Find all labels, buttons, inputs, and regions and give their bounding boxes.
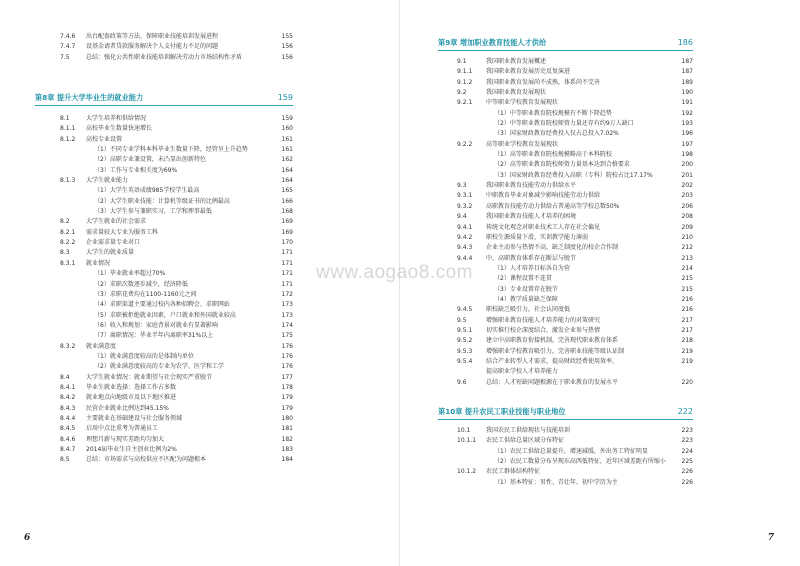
toc-entry-title: 结合产业转型人才需求，提高财政经费使用效率， bbox=[486, 357, 619, 365]
toc-entry-title: 提高职业学校人才培养能力 bbox=[486, 368, 559, 376]
toc-entry-title: 传统文化观念对职业技术工人存在社会偏见 bbox=[486, 223, 601, 231]
toc-entry-title: （2）大学生职业技能：计算机等级证书的比例最高 bbox=[94, 197, 230, 205]
toc-entry-number: 8.3.2 bbox=[60, 342, 76, 350]
toc-entry-title: 企业需求量专业对口 bbox=[86, 239, 141, 247]
toc-entry-page: 159 bbox=[281, 115, 293, 122]
toc-entry-title: 我国职业教育发展历史反复演进 bbox=[486, 68, 571, 76]
toc-entry-page: 219 bbox=[681, 357, 693, 365]
toc-entry-title: 主要就业在基础建设与社会服务领域 bbox=[86, 414, 183, 422]
toc-entry-page: 178 bbox=[281, 383, 293, 391]
chapter-10-heading[interactable] bbox=[438, 405, 693, 420]
toc-entry-page: 214 bbox=[681, 264, 693, 272]
toc-entry-number: 10.1.2 bbox=[457, 468, 477, 476]
toc-entry-number: 9.2.2 bbox=[457, 140, 473, 148]
toc-entry-page: 223 bbox=[681, 427, 693, 434]
toc-entry-number: 8.2.1 bbox=[60, 228, 76, 236]
toc-entry-number: 9.5.2 bbox=[457, 337, 473, 345]
toc-entry-page: 162 bbox=[281, 156, 293, 164]
toc-entry[interactable] bbox=[457, 285, 693, 295]
toc-entry-number: 9.4.2 bbox=[457, 233, 473, 241]
toc-entry-page: 215 bbox=[681, 275, 693, 283]
toc-entry-number: 7.4.7 bbox=[60, 43, 76, 51]
toc-entry[interactable] bbox=[60, 352, 293, 362]
toc-entry-page: 184 bbox=[281, 456, 293, 464]
toc-entry-page: 171 bbox=[281, 270, 293, 278]
toc-entry-title: （4）求职渠道主要通过校内各种招聘会、求职网站 bbox=[94, 301, 230, 309]
toc-entry-title: （3）大学生参与兼职实习，工学和理事最低 bbox=[94, 208, 212, 216]
toc-entry-page: 218 bbox=[681, 337, 693, 345]
toc-entry-title: 大学生就业能力 bbox=[86, 177, 129, 185]
toc-entry[interactable] bbox=[457, 109, 693, 119]
toc-entry-number: 8.1 bbox=[60, 115, 70, 122]
toc-entry[interactable] bbox=[457, 316, 693, 326]
toc-entry[interactable] bbox=[457, 98, 693, 108]
toc-entry-page: 220 bbox=[681, 378, 693, 386]
toc-entry[interactable] bbox=[457, 447, 693, 457]
toc-entry-page: 179 bbox=[281, 394, 293, 402]
toc-entry-title: （3）国家财政教育经费投入高职（专科）院校占比17.17% bbox=[494, 171, 653, 179]
toc-entry[interactable] bbox=[457, 150, 693, 160]
toc-entry[interactable] bbox=[457, 57, 693, 67]
toc-entry-title: 理想月薪与现实差距均匀加大 bbox=[86, 435, 165, 443]
toc-entry-title: （1）高等职业教育院校规模略高于本科院校 bbox=[494, 151, 612, 159]
toc-entry[interactable] bbox=[457, 305, 693, 315]
toc-entry-page: 193 bbox=[681, 120, 693, 128]
toc-entry[interactable] bbox=[60, 373, 293, 383]
toc-entry-title: 总结：市场需求与高校供应不匹配为问题根本 bbox=[86, 456, 207, 464]
toc-entry-page: 169 bbox=[281, 228, 293, 236]
toc-entry-page: 219 bbox=[681, 347, 693, 355]
toc-entry[interactable] bbox=[457, 274, 693, 284]
toc-entry[interactable] bbox=[60, 238, 293, 248]
toc-entry-title: 高校专业设置 bbox=[86, 135, 123, 143]
toc-entry-title: （1）就业满意度较高的是体制内单位 bbox=[94, 352, 194, 360]
toc-entry-title: 需求量较大专业为服务工科 bbox=[86, 228, 159, 236]
toc-entry-title: （5）求职被拒绝就业因素，户口就业和外国就业较高 bbox=[94, 311, 236, 319]
toc-entry[interactable] bbox=[60, 331, 293, 341]
chapter-title: 第8章 提升大学毕业生的就业能力 bbox=[35, 93, 144, 102]
toc-entry-number: 9.5.4 bbox=[457, 357, 473, 365]
toc-entry-number: 8.4.7 bbox=[60, 446, 76, 453]
toc-entry-title: 切实推行校企深度结合，激发企业参与热情 bbox=[486, 326, 601, 334]
toc-entry-number: 9.5.3 bbox=[457, 347, 473, 355]
toc-entry-number: 9.3 bbox=[457, 182, 467, 190]
toc-entry[interactable] bbox=[457, 129, 693, 139]
toc-entry-page: 213 bbox=[681, 254, 693, 262]
toc-entry-page: 183 bbox=[281, 446, 293, 453]
toc-entry-title: 增强职业学校教育吸引力，完善职业技能等级认证制 bbox=[486, 347, 625, 355]
toc-entry-page: 217 bbox=[681, 326, 693, 334]
toc-entry[interactable] bbox=[457, 457, 693, 467]
toc-entry-page: 171 bbox=[281, 280, 293, 288]
toc-entry-page: 190 bbox=[681, 89, 693, 97]
toc-entry-page: 210 bbox=[681, 233, 693, 241]
chapter-8-heading[interactable] bbox=[35, 91, 293, 106]
toc-entry-number: 8.4.2 bbox=[60, 394, 76, 402]
toc-entry-number: 8.4.4 bbox=[60, 414, 76, 422]
toc-entry[interactable] bbox=[457, 191, 693, 201]
toc-entry-page: 192 bbox=[681, 109, 693, 117]
toc-entry[interactable] bbox=[60, 176, 293, 186]
page-number: 6 bbox=[24, 533, 31, 543]
toc-entry-page: 170 bbox=[281, 239, 293, 247]
toc-entry[interactable] bbox=[457, 88, 693, 98]
chapter-page: 186 bbox=[677, 38, 693, 47]
toc-entry[interactable] bbox=[60, 435, 293, 445]
toc-entry[interactable] bbox=[60, 414, 293, 424]
toc-entry-page: 176 bbox=[281, 363, 293, 371]
toc-entry-title: （2）高等职业教育院校师资力量基本达到合格要求 bbox=[494, 161, 630, 169]
toc-entry-page: 176 bbox=[281, 352, 293, 360]
toc-entry-title: 中职教育毕业对象减少影响技能劳动力供给 bbox=[486, 192, 601, 200]
toc-entry-number: 8.4.6 bbox=[60, 435, 76, 443]
toc-entry[interactable] bbox=[60, 290, 293, 300]
toc-entry-page: 187 bbox=[681, 58, 693, 65]
toc-entry-number: 9.4.5 bbox=[457, 306, 473, 314]
toc-entry-title: 总结：强化公共性职业技能培训解决劳动力市场结构性矛盾 bbox=[86, 53, 243, 61]
toc-entry-title: 2014届毕业生自主创业比例为2% bbox=[86, 446, 177, 453]
toc-entry-title: （3）国家财政教育经费投入仅占总投入7.02% bbox=[494, 130, 619, 138]
toc-entry-page: 171 bbox=[281, 249, 293, 257]
toc-entry[interactable] bbox=[457, 336, 693, 346]
toc-entry-number: 8.2.2 bbox=[60, 239, 76, 247]
toc-entry-title: 总结：人才短缺问题根源在于职业教育的发展水平 bbox=[486, 378, 619, 386]
toc-entry-page: 223 bbox=[681, 437, 693, 445]
toc-entry-number: 8.3.1 bbox=[60, 259, 76, 267]
toc-entry[interactable] bbox=[457, 367, 693, 377]
toc-entry[interactable] bbox=[457, 223, 693, 233]
toc-entry[interactable] bbox=[457, 254, 693, 264]
toc-entry-number: 9.2.1 bbox=[457, 99, 473, 107]
toc-entry[interactable] bbox=[60, 248, 293, 258]
toc-entry-page: 166 bbox=[281, 197, 293, 205]
toc-entry[interactable] bbox=[457, 171, 693, 181]
toc-entry[interactable] bbox=[60, 362, 293, 372]
toc-entry-number: 8.2 bbox=[60, 218, 70, 226]
toc-entry-page: 161 bbox=[281, 146, 293, 154]
toc-entry-title: 我国职业教育发展概述 bbox=[486, 58, 547, 65]
toc-entry-page: 169 bbox=[281, 218, 293, 226]
toc-entry-page: 156 bbox=[281, 53, 293, 61]
toc-entry-title: （1）大学生英语成绩985学校学生最高 bbox=[94, 187, 200, 195]
toc-entry-page: 208 bbox=[681, 213, 693, 221]
chapter-page: 222 bbox=[677, 407, 693, 416]
toc-entry-page: 182 bbox=[281, 435, 293, 443]
toc-entry-number: 8.3 bbox=[60, 249, 70, 257]
toc-entry-title: （3）工作与专业相关度为69% bbox=[94, 166, 178, 174]
toc-entry-page: 173 bbox=[281, 311, 293, 319]
toc-entry-page: 189 bbox=[681, 78, 693, 86]
toc-entry[interactable] bbox=[60, 145, 293, 155]
toc-entry-title: 建立中高职教育衔接机制，完善现代职业教育体系 bbox=[486, 337, 619, 345]
toc-entry-number: 7.4.6 bbox=[60, 33, 76, 40]
toc-entry-title: （1）基本特征：男性、青壮年、初中学历为主 bbox=[494, 478, 618, 486]
toc-entry[interactable] bbox=[457, 347, 693, 357]
toc-entry-title: （3）求职花费均在1100-1160元之间 bbox=[94, 290, 197, 298]
toc-entry[interactable] bbox=[457, 119, 693, 129]
toc-entry-title: （1）人才培养目标各自为营 bbox=[494, 264, 570, 272]
toc-entry-number: 8.1.2 bbox=[60, 135, 76, 143]
toc-entry[interactable] bbox=[60, 124, 293, 134]
toc-entry[interactable] bbox=[457, 426, 693, 436]
toc-entry-number: 9.4.1 bbox=[457, 223, 473, 231]
toc-entry-title: 我国职业教育技能人才培养的困境 bbox=[486, 213, 577, 221]
toc-entry[interactable] bbox=[457, 212, 693, 222]
toc-entry-number: 8.1.1 bbox=[60, 125, 76, 133]
toc-entry-title: （7）离职情况：毕业半年内离职率31%以上 bbox=[94, 332, 214, 340]
toc-entry[interactable] bbox=[60, 311, 293, 321]
toc-entry-number: 9.4.3 bbox=[457, 244, 473, 252]
toc-entry[interactable] bbox=[60, 321, 293, 331]
toc-entry[interactable] bbox=[60, 155, 293, 165]
toc-entry-number: 9.4 bbox=[457, 213, 467, 221]
toc-entry-page: 217 bbox=[681, 316, 693, 324]
toc-entry-page: 202 bbox=[681, 182, 693, 190]
toc-entry[interactable] bbox=[457, 295, 693, 305]
toc-entry-title: （2）高职专业兼设置，未凸显出创新特色 bbox=[94, 156, 206, 164]
toc-entry-number: 8.4.3 bbox=[60, 404, 76, 412]
toc-entry-title: （6）收入和规划：家庭背景对就业有显著影响 bbox=[94, 321, 218, 329]
toc-entry[interactable] bbox=[60, 280, 293, 290]
toc-entry-title: 中、高职教育体系存在断层与脱节 bbox=[486, 254, 577, 262]
toc-entry[interactable] bbox=[457, 378, 693, 388]
toc-entry[interactable] bbox=[60, 114, 293, 124]
toc-entry-page: 225 bbox=[681, 458, 693, 466]
toc-entry-title: 农民工供给总量区域分布特征 bbox=[486, 437, 565, 445]
toc-entry-title: 我国职业教育技能劳动力供给水平 bbox=[486, 182, 577, 190]
toc-entry[interactable] bbox=[457, 264, 693, 274]
toc-entry[interactable] bbox=[60, 197, 293, 207]
toc-entry-title: （2）课程设置不连贯 bbox=[494, 275, 552, 283]
toc-entry-number: 8.4.1 bbox=[60, 383, 76, 391]
toc-entry[interactable] bbox=[60, 166, 293, 176]
toc-entry-page: 174 bbox=[281, 321, 293, 329]
toc-entry[interactable] bbox=[60, 259, 293, 269]
toc-entry-number: 9.2 bbox=[457, 89, 467, 97]
toc-entry-title: 就业地点向地级市及以下地区推进 bbox=[86, 394, 177, 402]
toc-entry[interactable] bbox=[60, 207, 293, 217]
toc-entry-page: 180 bbox=[281, 414, 293, 422]
toc-entry-number: 8.4 bbox=[60, 373, 70, 381]
chapter-page: 159 bbox=[277, 93, 293, 102]
toc-entry-page: 175 bbox=[281, 332, 293, 340]
toc-entry-number: 9.5 bbox=[457, 316, 467, 324]
toc-entry-page: 168 bbox=[281, 208, 293, 216]
toc-entry[interactable] bbox=[60, 42, 293, 52]
toc-entry-page: 212 bbox=[681, 244, 693, 252]
toc-entry[interactable] bbox=[60, 342, 293, 352]
toc-list-chapter-10 bbox=[457, 426, 693, 488]
chapter-9-heading[interactable] bbox=[438, 36, 693, 51]
toc-entry[interactable] bbox=[60, 383, 293, 393]
toc-entry[interactable] bbox=[457, 181, 693, 191]
toc-entry-page: 177 bbox=[281, 373, 293, 381]
chapter-title: 第10章 提升农民工职业技能与职业地位 bbox=[438, 407, 566, 416]
toc-entry-number: 9.3.2 bbox=[457, 202, 473, 210]
toc-entry-title: 职校生源质量下滑，实训教学能力薄弱 bbox=[486, 233, 589, 241]
toc-entry[interactable] bbox=[457, 140, 693, 150]
toc-entry-title: 大学生的就业质量 bbox=[86, 249, 135, 257]
toc-entry-title: 大学生就业的社会需求 bbox=[86, 218, 147, 226]
toc-entry-title: 高职教育技能劳动力供给占普通高等学校总数50% bbox=[486, 202, 620, 210]
toc-entry-page: 191 bbox=[681, 99, 693, 107]
toc-entry[interactable] bbox=[60, 135, 293, 145]
toc-entry-page: 224 bbox=[681, 447, 693, 455]
toc-entry-title: 职校缺乏吸引力，社会认同度低 bbox=[486, 306, 571, 314]
toc-entry-title: 大学生就业情况：就业期望与社会现实严重脱节 bbox=[86, 373, 213, 381]
toc-entry[interactable] bbox=[60, 455, 293, 465]
toc-entry[interactable] bbox=[60, 186, 293, 196]
toc-entry-page: 200 bbox=[681, 161, 693, 169]
toc-entry-number: 10.1.1 bbox=[457, 437, 477, 445]
toc-entry-page: 226 bbox=[681, 468, 693, 476]
toc-entry-title: （3）专业设置存在脱节 bbox=[494, 285, 558, 293]
toc-entry-page: 187 bbox=[681, 68, 693, 76]
toc-entry-page: 181 bbox=[281, 425, 293, 433]
toc-entry[interactable] bbox=[60, 424, 293, 434]
toc-entry[interactable] bbox=[60, 445, 293, 455]
toc-entry-title: （2）农民工数量分布呈现东高西低特征，近年区域差距有所缩小 bbox=[494, 458, 666, 466]
toc-entry[interactable] bbox=[60, 53, 293, 63]
toc-entry[interactable] bbox=[60, 217, 293, 227]
toc-entry[interactable] bbox=[60, 228, 293, 238]
toc-entry[interactable] bbox=[60, 393, 293, 403]
toc-entry-page: 173 bbox=[281, 301, 293, 309]
toc-entry-number: 9.6 bbox=[457, 378, 467, 386]
toc-entry-page: 198 bbox=[681, 151, 693, 159]
toc-entry[interactable] bbox=[457, 436, 693, 446]
toc-entry-title: 就业情况 bbox=[86, 259, 111, 267]
page-number: 7 bbox=[767, 533, 774, 543]
toc-entry-title: （2）就业满意度较高的专业为农学、医学和工学 bbox=[94, 363, 224, 371]
toc-entry[interactable] bbox=[457, 67, 693, 77]
toc-entry-number: 9.1.2 bbox=[457, 78, 473, 86]
toc-entry[interactable] bbox=[60, 269, 293, 279]
toc-entry-page: 215 bbox=[681, 285, 693, 293]
toc-entry-title: 农民工群体结构特征 bbox=[486, 468, 541, 476]
toc-entry-page: 165 bbox=[281, 187, 293, 195]
toc-entry-title: （1）毕业就业率超过70% bbox=[94, 270, 166, 278]
toc-entry-title: （1）不同专业学科本科毕业生数量下降，经管呈上升趋势 bbox=[94, 146, 248, 154]
toc-entry-page: 196 bbox=[681, 130, 693, 138]
toc-entry[interactable] bbox=[457, 478, 693, 488]
toc-entry-title: 大学生培养和供给情况 bbox=[86, 115, 147, 122]
toc-entry-page: 206 bbox=[681, 202, 693, 210]
toc-list-chapter-8 bbox=[60, 114, 293, 466]
toc-entry-page: 164 bbox=[281, 166, 293, 174]
toc-entry[interactable] bbox=[457, 160, 693, 170]
toc-entry-title: 高等职业学校教育发展现状 bbox=[486, 140, 559, 148]
toc-entry-page: 155 bbox=[281, 33, 293, 40]
toc-entry-number: 9.1.1 bbox=[457, 68, 473, 76]
toc-entry-page: 160 bbox=[281, 125, 293, 133]
toc-entry[interactable] bbox=[60, 300, 293, 310]
toc-entry-title: 企业主动参与热情不高，缺乏制度化的校企合作制 bbox=[486, 244, 619, 252]
toc-entry-number: 7.5 bbox=[60, 53, 70, 61]
toc-entry[interactable] bbox=[457, 326, 693, 336]
toc-entry-page: 176 bbox=[281, 342, 293, 350]
toc-entry-number: 9.4.4 bbox=[457, 254, 473, 262]
toc-entry-page: 164 bbox=[281, 177, 293, 185]
toc-entry-number: 9.1 bbox=[457, 58, 467, 65]
toc-entry-page: 172 bbox=[281, 290, 293, 298]
toc-entry-title: 出台配套政策等方法，保障职业技能培训发展进程 bbox=[86, 33, 219, 40]
toc-list-top bbox=[60, 32, 293, 63]
toc-entry-page: 216 bbox=[681, 306, 693, 314]
toc-entry-title: （2）求职次数逐步减少，经济降低 bbox=[94, 280, 188, 288]
toc-entry-page: 216 bbox=[681, 295, 693, 303]
toc-entry-number: 9.3.1 bbox=[457, 192, 473, 200]
toc-entry-page: 226 bbox=[681, 478, 693, 486]
toc-entry-page: 171 bbox=[281, 259, 293, 267]
toc-list-chapter-9 bbox=[457, 57, 693, 388]
toc-entry-title: （2）中等职业教育院校师资力量还存有约9万人缺口 bbox=[494, 120, 634, 128]
toc-entry-page: 201 bbox=[681, 171, 693, 179]
toc-entry-number: 8.4.5 bbox=[60, 425, 76, 433]
toc-entry-page: 161 bbox=[281, 135, 293, 143]
toc-entry-page: 197 bbox=[681, 140, 693, 148]
toc-entry-number: 8.5 bbox=[60, 456, 70, 464]
toc-entry[interactable] bbox=[457, 78, 693, 88]
toc-entry-title: 我国农民工供给现状与技能培训 bbox=[486, 427, 571, 434]
toc-entry-title: 高校毕业生数量快速增长 bbox=[86, 125, 153, 133]
toc-entry-title: 设基金请者贷款服务解决个人支付能力不足的问题 bbox=[86, 43, 219, 51]
chapter-title: 第9章 增加职业教育技能人才供给 bbox=[438, 38, 547, 47]
toc-entry-title: 中等职业学校教育发展现状 bbox=[486, 99, 559, 107]
toc-entry[interactable] bbox=[457, 233, 693, 243]
toc-entry[interactable] bbox=[60, 404, 293, 414]
toc-entry-number: 10.1 bbox=[457, 427, 471, 434]
toc-entry-title: （1）中等职业教育院校规模有不断下降趋势 bbox=[494, 109, 612, 117]
toc-entry-title: 启用中点比重考为普通员工 bbox=[86, 425, 159, 433]
toc-entry-title: （1）农民工供给总量提升，增速减缓，外出务工特征明显 bbox=[494, 447, 648, 455]
toc-entry-title: 就业满意度 bbox=[86, 342, 117, 350]
toc-entry-title: 毕业生就业选择：选择工作占多数 bbox=[86, 383, 177, 391]
toc-entry[interactable] bbox=[457, 202, 693, 212]
toc-entry[interactable] bbox=[457, 467, 693, 477]
toc-entry-number: 9.5.1 bbox=[457, 326, 473, 334]
toc-entry-title: 民营企业就业比例达到45.15% bbox=[86, 404, 169, 412]
toc-entry-title: （4）教学质量缺乏保障 bbox=[494, 295, 558, 303]
watermark: www.aogao8.com bbox=[316, 262, 473, 283]
toc-entry[interactable] bbox=[457, 357, 693, 367]
toc-entry-page: 179 bbox=[281, 404, 293, 412]
toc-entry-title: 我国职业教育发展现状 bbox=[486, 89, 547, 97]
toc-entry[interactable] bbox=[457, 243, 693, 253]
toc-entry-page: 156 bbox=[281, 43, 293, 51]
toc-entry-number: 8.1.3 bbox=[60, 177, 76, 185]
toc-entry-page: 203 bbox=[681, 192, 693, 200]
toc-entry-title: 我国职业教育发展尚不成熟，体系尚不完善 bbox=[486, 78, 601, 86]
toc-entry-page: 209 bbox=[681, 223, 693, 231]
toc-entry[interactable] bbox=[60, 32, 293, 42]
toc-entry-title: 增强职业教育技能人才培养能力的对策研究 bbox=[486, 316, 601, 324]
